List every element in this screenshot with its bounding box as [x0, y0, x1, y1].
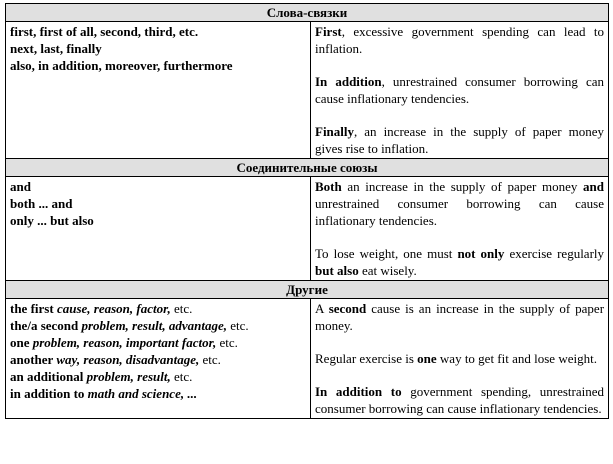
connector-words-cell [6, 299, 311, 419]
text-run: in addition to [10, 386, 88, 401]
text-run: etc. [170, 301, 193, 316]
section-content-row [6, 22, 609, 159]
example-sentence [315, 123, 604, 157]
text-run: etc. [216, 335, 238, 350]
text-run: the/a second [10, 318, 82, 333]
text-run: and [583, 179, 605, 194]
connector-text: first, first of all, second, third, etc. [10, 24, 199, 39]
example-sentence [315, 23, 604, 57]
text-run: one [417, 351, 437, 366]
example-sentences-cell [311, 177, 609, 281]
section-header-row [6, 281, 609, 299]
connector-text: only ... but also [10, 213, 94, 228]
section-title: Слова-связки [6, 4, 609, 22]
text-run: To lose weight, one must [315, 246, 458, 261]
example-sentence [315, 300, 604, 334]
connector-item [10, 212, 306, 229]
connector-text: also, in addition, moreover, furthermore [10, 58, 233, 73]
section-header-row [6, 4, 609, 22]
connector-item [10, 300, 306, 317]
section-title: Другие [6, 281, 609, 299]
text-run [56, 352, 199, 367]
text-run: etc. [170, 369, 193, 384]
example-sentence [315, 383, 604, 417]
section-header-row [6, 159, 609, 177]
paragraph-gap [315, 229, 604, 245]
example-words: cause, reason, factor, [56, 301, 171, 316]
connector-item [10, 178, 306, 195]
example-sentence [315, 350, 604, 367]
example-words: math and science, ... [87, 386, 198, 401]
connector-text: next, last, finally [10, 41, 102, 56]
connector-text: and [10, 179, 31, 194]
text-run: exercise regularly [504, 246, 605, 261]
connector-item [10, 334, 306, 351]
example-words: problem, reason, important factor, [32, 335, 217, 350]
text-run: In addition [315, 74, 382, 89]
connector-item [10, 40, 306, 57]
text-run: way to get fit and lose weight. [436, 351, 597, 366]
text-run: the first [10, 301, 57, 316]
text-run: not only [457, 246, 505, 261]
connector-words-cell [6, 22, 311, 159]
text-run [88, 386, 197, 401]
text-run: In addition to [315, 384, 402, 399]
text-run [82, 318, 228, 333]
connector-item [10, 368, 306, 385]
example-words: problem, result, advantage, [81, 318, 228, 333]
text-run: Regular exercise is [315, 351, 418, 366]
paragraph-gap [315, 367, 604, 383]
section-title: Соединительные союзы [6, 159, 609, 177]
example-sentence [315, 178, 604, 229]
connector-item [10, 57, 306, 74]
text-run: etc. [199, 352, 221, 367]
connector-item [10, 351, 306, 368]
text-run: A [315, 301, 329, 316]
section-content-row [6, 177, 609, 281]
text-run: unrestrained consumer borrowing can cause inflationary tendencies. [315, 196, 605, 228]
text-run: an additional [10, 369, 87, 384]
connector-item [10, 385, 306, 402]
linking-words-table [5, 3, 609, 419]
connector-item [10, 195, 306, 212]
connector-words-cell [6, 177, 311, 281]
example-words: way, reason, disadvantage, [56, 352, 200, 367]
section-content-row [6, 299, 609, 419]
text-run [33, 335, 216, 350]
paragraph-gap [315, 107, 604, 123]
text-run: but also [315, 263, 359, 278]
text-run [87, 369, 171, 384]
text-run: , excessive government spending can lead to inflation. [315, 24, 605, 56]
example-words: problem, result, [86, 369, 171, 384]
connector-text: both ... and [10, 196, 73, 211]
text-run: eat wisely. [358, 263, 417, 278]
text-run: First [315, 24, 342, 39]
text-run [57, 301, 171, 316]
text-run: government spending, unrestrained consumer borrowing can cause inflationary tendencies. [315, 384, 605, 416]
text-run: , unrestrained consumer borrowing can cause inflationary tendencies. [315, 74, 604, 106]
text-run: Both [315, 179, 342, 194]
example-sentence [315, 245, 604, 279]
example-sentences-cell [311, 22, 609, 159]
text-run: an increase in the supply of paper money [341, 179, 584, 194]
text-run: , an increase in the supply of paper money gives rise to inflation. [315, 124, 605, 156]
text-run: Finally [315, 124, 355, 139]
connector-item [10, 23, 306, 40]
text-run: second [328, 301, 367, 316]
text-run: another [10, 352, 57, 367]
example-sentence [315, 73, 604, 107]
text-run: etc. [227, 318, 249, 333]
paragraph-gap [315, 334, 604, 350]
text-run: cause is an increase in the supply of paper money. [315, 301, 605, 333]
example-sentences-cell [311, 299, 609, 419]
paragraph-gap [315, 57, 604, 73]
connector-item [10, 317, 306, 334]
text-run: one [10, 335, 33, 350]
